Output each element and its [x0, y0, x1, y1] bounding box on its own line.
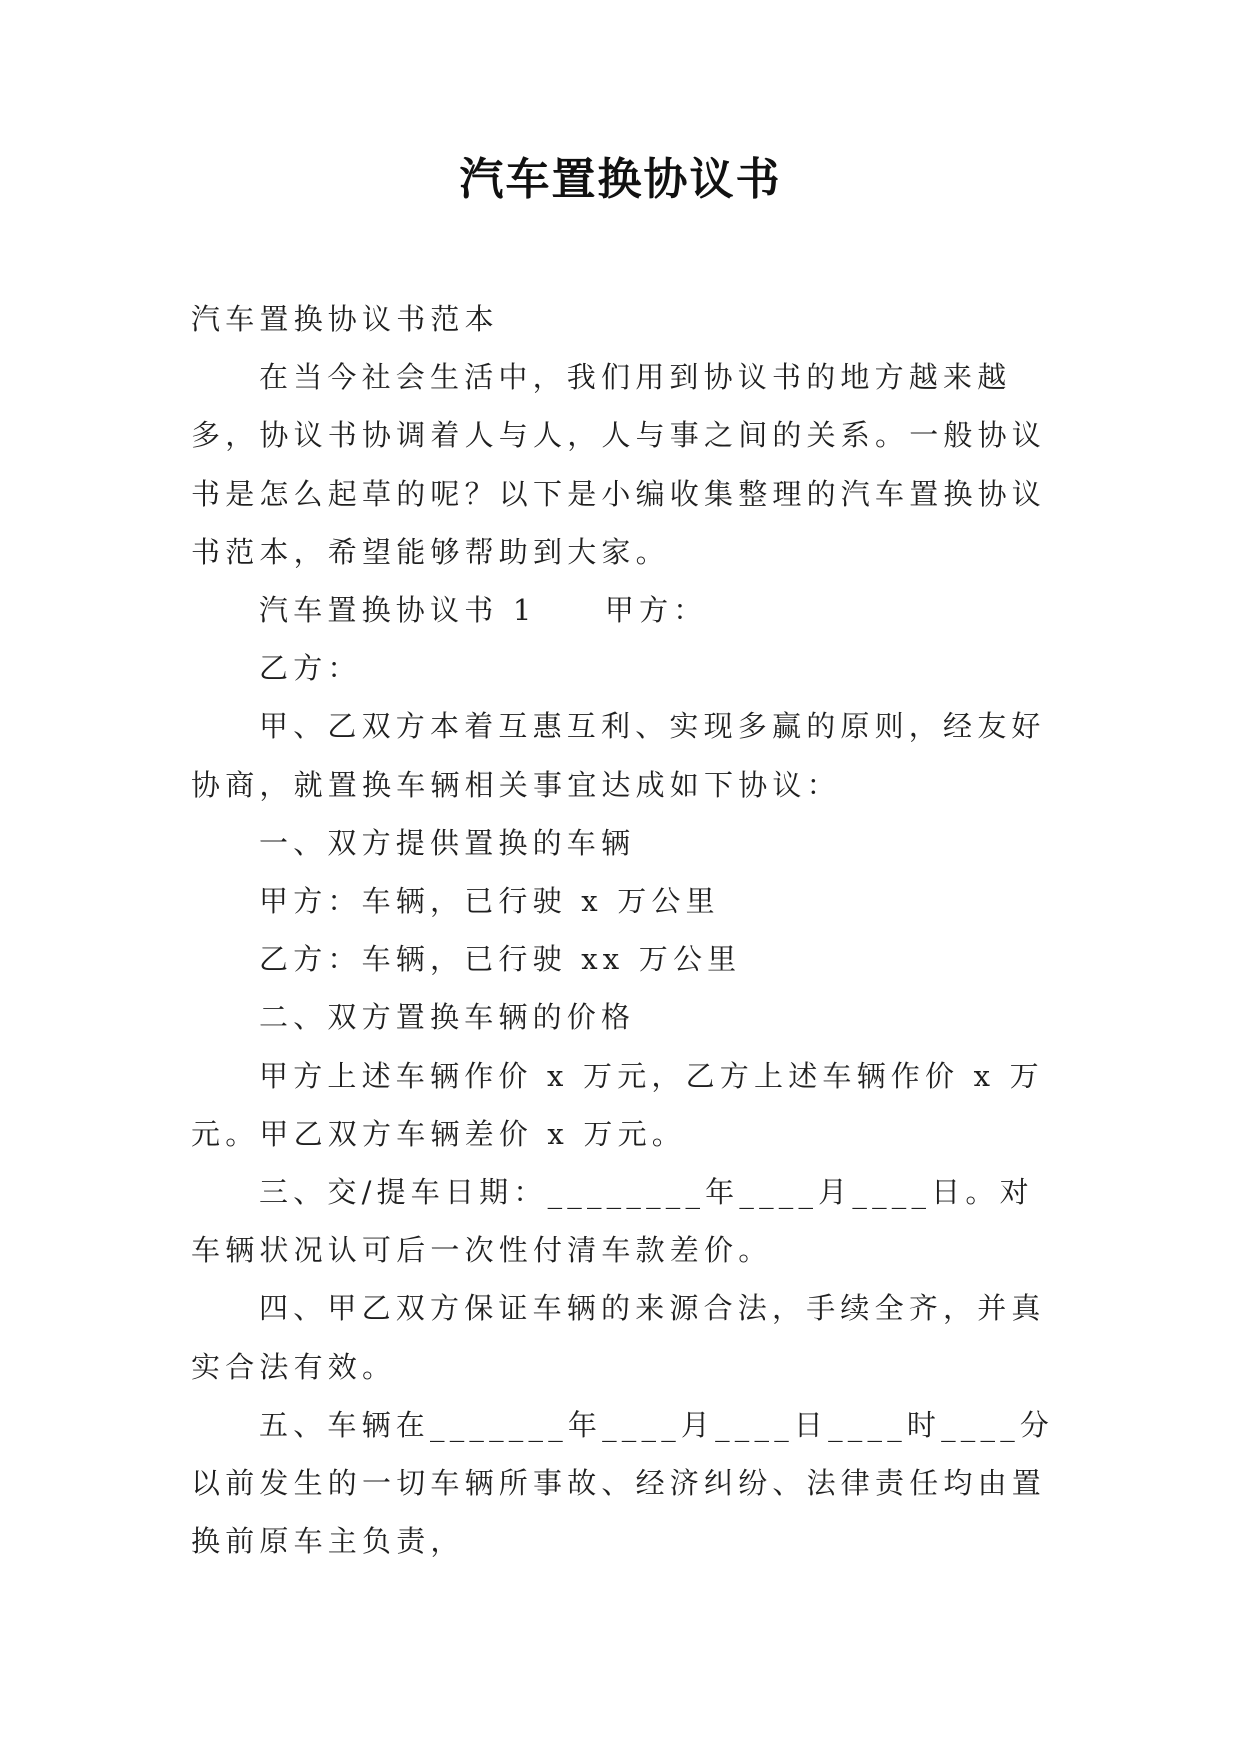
paragraph-clause-3: 三、交/提车日期：________年____月____日。对车辆状况认可后一次性付清车款差价。: [191, 1175, 1034, 1268]
paragraph-party-b-vehicle: 乙方：车辆，已行驶 xx 万公里: [259, 942, 742, 977]
paragraph-clause-1: 一、双方提供置换的车辆: [259, 825, 636, 860]
paragraph-party-b: 乙方：: [259, 651, 362, 686]
paragraph-subtitle: 汽车置换协议书范本: [191, 302, 499, 336]
paragraph-preamble: 甲、乙双方本着互惠互利、实现多赢的原则，经友好协商，就置换车辆相关事宜达成如下协议：: [191, 709, 1046, 802]
paragraph-clause-5: 五、车辆在_______年____月____日____时____分以前发生的一切车辆所事故、经济纠纷、法律责任均由置换前原车主负责，: [191, 1407, 1055, 1559]
paragraph-clause-2: 二、双方置换车辆的价格: [259, 1000, 636, 1035]
paragraph-party-a-vehicle: 甲方：车辆，已行驶 x 万公里: [259, 884, 720, 919]
document-title: 汽车置换协议书: [459, 154, 782, 205]
paragraph-price: 甲方上述车辆作价 x 万元，乙方上述车辆作价 x 万元。甲乙双方车辆差价 x 万元。: [191, 1058, 1044, 1151]
paragraph-agreement-heading: 汽车置换协议书 1 甲方：: [259, 593, 708, 628]
document-body: [191, 290, 1061, 1570]
paragraph-intro: 在当今社会生活中，我们用到协议书的地方越来越多，协议书协调着人与人，人与事之间的关系。一般协议书是怎么起草的呢？以下是小编收集整理的汽车置换协议书范本，希望能够帮助到大家。: [191, 360, 1047, 569]
paragraph-clause-4: 四、甲乙双方保证车辆的来源合法，手续全齐，并真实合法有效。: [191, 1291, 1046, 1384]
